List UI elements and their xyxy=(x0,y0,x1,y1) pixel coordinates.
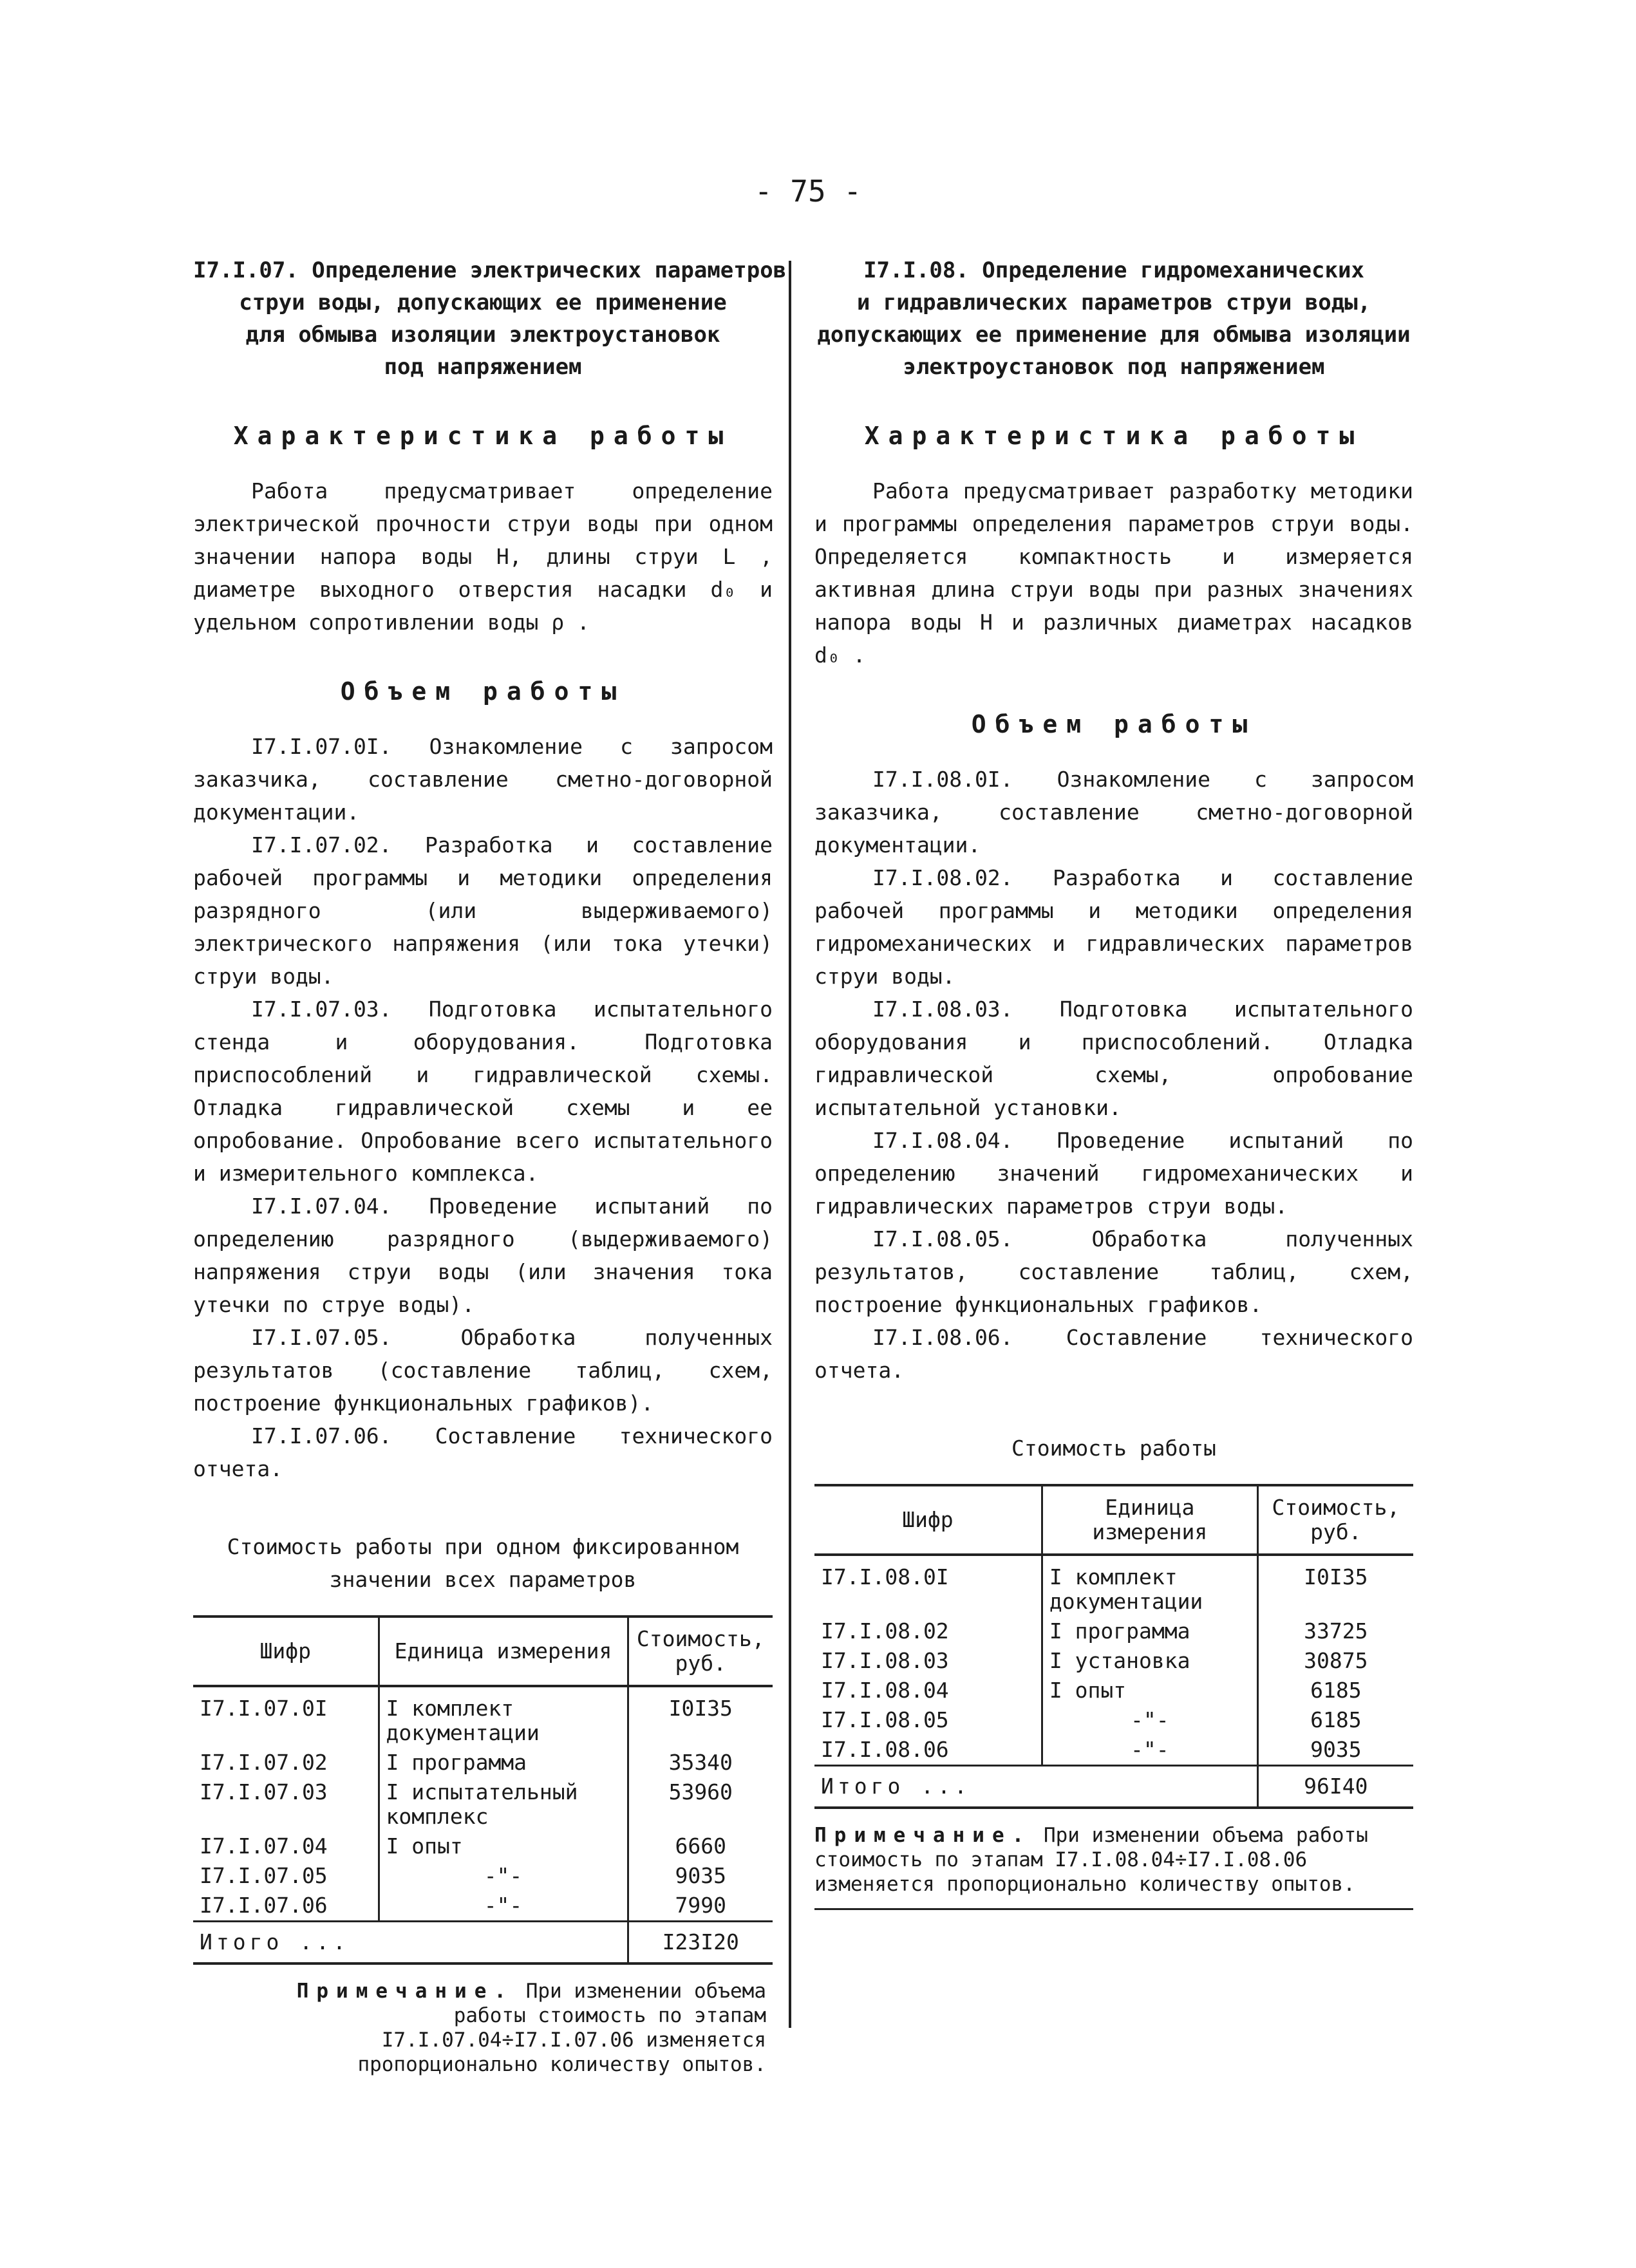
scope-item: I7.I.08.06. Составление технического отчета. xyxy=(814,1325,1413,1383)
note-label: Примечание. xyxy=(296,1980,514,2003)
title-line: под напряжением xyxy=(384,354,582,380)
cell-unit: I программа xyxy=(379,1748,628,1777)
scope-item: I7.I.07.02. Разработка и составление рабочей программы и методики определения разрядного (или выдерживаемого) электрического напряжения (или тока утечки) струи воды. xyxy=(193,832,773,989)
cell-code: I7.I.08.02 xyxy=(821,1618,949,1644)
cell-unit: -"- xyxy=(379,1861,628,1891)
scope-item: I7.I.08.04. Проведение испытаний по определению значений гидромеханических и гидравлических параметров струи воды. xyxy=(814,1128,1413,1219)
cell-unit: I комплект документации xyxy=(1042,1555,1257,1617)
cell-unit: I опыт xyxy=(379,1832,628,1861)
total-value: I23I20 xyxy=(628,1922,773,1964)
cell-cost: 35340 xyxy=(628,1748,773,1777)
right-column xyxy=(814,254,1413,1910)
page-number: - 75 - xyxy=(754,174,862,209)
header-code: Шифр xyxy=(193,1617,379,1686)
scope-heading: Объем работы xyxy=(340,677,626,706)
table-row xyxy=(193,1777,773,1832)
table-row xyxy=(193,1748,773,1777)
scope-item: I7.I.07.03. Подготовка испытательного стенда и оборудования. Подготовка приспособлений и гидравлической схемы. Отладка гидравлической схемы и ее опробование. Опробование всего испытательного и измерительного комплекса. xyxy=(193,997,773,1186)
characteristic-text: Работа предусматривает разработку методики и программы определения параметров струи воды. Определяется компактность и измеряется активная длина струи воды при разных значениях напора воды Н и различных диаметрах насадков d₀ . xyxy=(814,478,1413,668)
header-code: Шифр xyxy=(814,1485,1042,1555)
title-line: струи воды, допускающих ее применение xyxy=(239,290,727,315)
characteristic-text: Работа предусматривает определение электрической прочности струи воды при одном значении напора воды Н, длины струи L , диаметре выходного отверстия насадки d₀ и удельном сопротивлении воды ρ . xyxy=(193,478,773,635)
scope-item: I7.I.07.05. Обработка полученных результатов (составление таблиц, схем, построение функциональных графиков). xyxy=(193,1325,773,1416)
characteristic-heading: Характеристика работы xyxy=(233,422,733,450)
cell-unit: I комплект документации xyxy=(379,1686,628,1748)
scope-item: I7.I.08.0I. Ознакомление с запросом заказчика, составление сметно-договорной документации. xyxy=(814,767,1413,858)
cell-code: I7.I.07.04 xyxy=(200,1833,328,1859)
cell-unit: -"- xyxy=(1042,1735,1257,1766)
total-value: 96I40 xyxy=(1257,1766,1413,1808)
title-line: и гидравлических параметров струи воды, xyxy=(856,290,1371,315)
cell-cost: 9035 xyxy=(628,1861,773,1891)
table-row xyxy=(193,1832,773,1861)
cell-code: I7.I.08.05 xyxy=(821,1707,949,1732)
cost-caption: Стоимость работы при одном фиксированном значении всех параметров xyxy=(227,1534,739,1592)
cost-table xyxy=(193,1615,773,1965)
table-row xyxy=(193,1861,773,1891)
note-text: При изменении объема работы стоимость по этапам I7.I.07.04÷I7.I.07.06 изменяется пропорционально количеству опытов. xyxy=(357,1980,766,2076)
cell-cost: 53960 xyxy=(628,1777,773,1832)
cell-code: I7.I.08.03 xyxy=(821,1648,949,1673)
column-divider xyxy=(789,261,791,2028)
cell-cost: 9035 xyxy=(1257,1735,1413,1766)
cell-code: I7.I.08.06 xyxy=(821,1737,949,1762)
cell-unit: I испытательный комплекс xyxy=(379,1777,628,1832)
title-line: допускающих ее применение для обмыва изоляции xyxy=(817,322,1411,348)
cell-cost: I0I35 xyxy=(1257,1555,1413,1617)
cell-cost: 6660 xyxy=(628,1832,773,1861)
table-row xyxy=(814,1555,1413,1617)
cell-code: I7.I.07.03 xyxy=(200,1779,328,1804)
cell-cost: 33725 xyxy=(1257,1617,1413,1646)
header-unit: Единица измерения xyxy=(379,1617,628,1686)
cell-code: I7.I.07.0I xyxy=(200,1696,328,1721)
cell-code: I7.I.08.0I xyxy=(821,1564,949,1589)
note-underline xyxy=(814,1908,1413,1910)
table-row xyxy=(814,1735,1413,1766)
cell-unit: -"- xyxy=(1042,1705,1257,1735)
total-label: Итого ... xyxy=(814,1766,1257,1808)
cell-cost: 6185 xyxy=(1257,1676,1413,1705)
cell-unit: -"- xyxy=(379,1891,628,1922)
cost-table xyxy=(814,1484,1413,1809)
cell-unit: I опыт xyxy=(1042,1676,1257,1705)
total-row xyxy=(193,1922,773,1964)
table-row xyxy=(193,1686,773,1748)
header-cost: Стоимость, руб. xyxy=(628,1617,773,1686)
scope-item: I7.I.07.0I. Ознакомление с запросом заказчика, составление сметно-договорной документации. xyxy=(193,734,773,825)
header-unit: Единица измерения xyxy=(1042,1485,1257,1555)
cell-cost: 7990 xyxy=(628,1891,773,1922)
left-column xyxy=(193,254,787,2077)
cell-unit: I программа xyxy=(1042,1617,1257,1646)
cell-code: I7.I.08.04 xyxy=(821,1678,949,1703)
section-title xyxy=(193,254,787,383)
cell-code: I7.I.07.06 xyxy=(200,1893,328,1918)
header-cost: Стоимость, руб. xyxy=(1257,1485,1413,1555)
scope-item: I7.I.07.04. Проведение испытаний по определению разрядного (выдерживаемого) напряжения струи воды (или значения тока утечки по струе воды). xyxy=(193,1194,773,1317)
cell-code: I7.I.07.05 xyxy=(200,1863,328,1888)
section-title xyxy=(814,254,1413,383)
cell-cost: I0I35 xyxy=(628,1686,773,1748)
table-row xyxy=(193,1891,773,1922)
note xyxy=(814,1823,1413,1897)
title-line: электроустановок под напряжением xyxy=(903,354,1325,380)
table-row xyxy=(814,1646,1413,1676)
note xyxy=(193,1979,773,2077)
title-line: I7.I.07. Определение электрических параметров xyxy=(193,258,787,283)
scope-item: I7.I.07.06. Составление технического отчета. xyxy=(193,1423,773,1481)
scope-item: I7.I.08.02. Разработка и составление рабочей программы и методики определения гидромеханических и гидравлических параметров струи воды. xyxy=(814,865,1413,989)
total-row xyxy=(814,1766,1413,1808)
scope-item: I7.I.08.05. Обработка полученных результатов, составление таблиц, схем, построение функциональных графиков. xyxy=(814,1226,1413,1317)
total-label: Итого ... xyxy=(193,1922,628,1964)
cost-caption: Стоимость работы xyxy=(1011,1436,1216,1461)
table-row xyxy=(814,1676,1413,1705)
note-text: При изменении объема работы стоимость по этапам I7.I.08.04÷I7.I.08.06 изменяется пропорционально количеству опытов. xyxy=(814,1824,1368,1896)
scope-item: I7.I.08.03. Подготовка испытательного оборудования и приспособлений. Отладка гидравлической схемы, опробование испытательной установки. xyxy=(814,997,1413,1120)
table-row xyxy=(814,1705,1413,1735)
characteristic-heading: Характеристика работы xyxy=(864,422,1364,450)
cell-code: I7.I.07.02 xyxy=(200,1750,328,1775)
note-label: Примечание. xyxy=(814,1824,1032,1847)
cell-unit: I установка xyxy=(1042,1646,1257,1676)
cell-cost: 30875 xyxy=(1257,1646,1413,1676)
title-line: для обмыва изоляции электроустановок xyxy=(245,322,720,348)
cell-cost: 6185 xyxy=(1257,1705,1413,1735)
title-line: I7.I.08. Определение гидромеханических xyxy=(863,258,1364,283)
table-row xyxy=(814,1617,1413,1646)
scope-heading: Объем работы xyxy=(971,710,1257,738)
